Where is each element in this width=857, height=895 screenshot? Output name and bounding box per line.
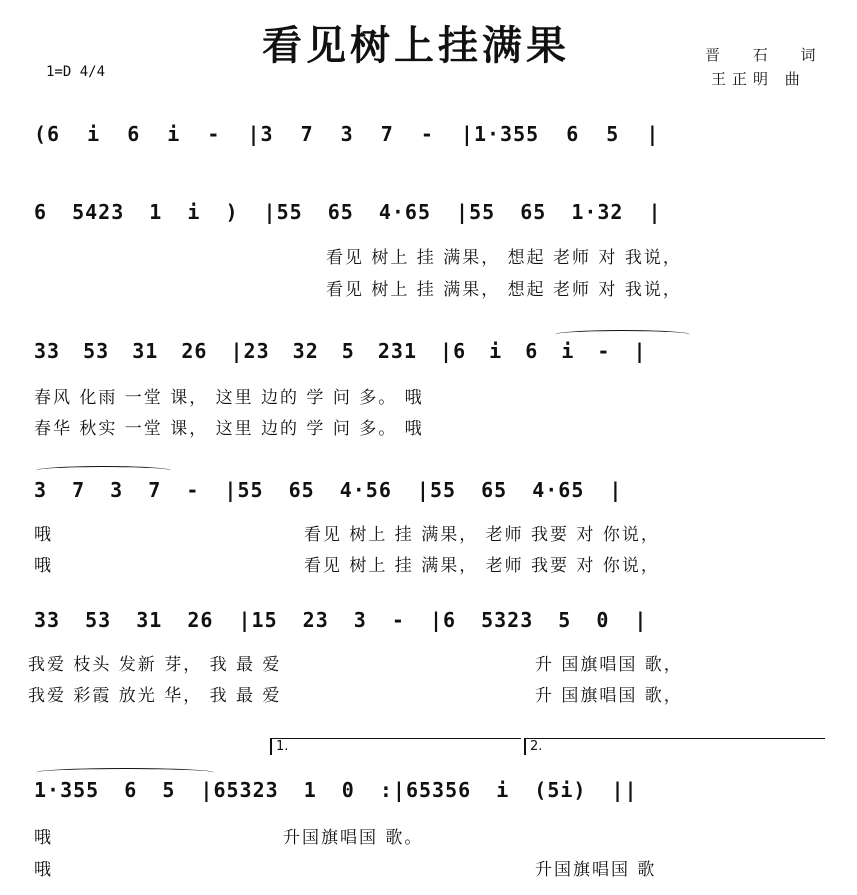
lyric-row-6-verse-1: 哦: [34, 828, 53, 848]
lyric-row-5-verse-2: 我爱 彩霞 放光 华， 我 最 爱: [28, 686, 282, 706]
lyric-row-2-verse-2: 看见 树上 挂 满果， 想起 老师 对 我说，: [326, 280, 682, 300]
song-title: 看见树上挂满果: [262, 22, 570, 69]
notation-row-2: 6 5423 1 i ) |55 65 4·65 |55 65 1·32 |: [34, 200, 662, 224]
notation-row-3: 33 53 31 26 |23 32 5 231 |6 i 6 i - |: [34, 339, 647, 363]
key-signature: 1=D 4/4: [46, 64, 106, 80]
lyric-row-5-verse-1: 我爱 枝头 发新 芽， 我 最 爱: [28, 655, 282, 675]
lyric-row-2-verse-1: 看见 树上 挂 满果， 想起 老师 对 我说，: [326, 248, 682, 268]
lyric-row-3-verse-2: 春华 秋实 一堂 课， 这里 边的 学 问 多。 哦: [34, 419, 424, 439]
lyric-row-6b-verse-2: 升国旗唱国 歌: [535, 860, 657, 880]
notation-row-1: (6 i 6 i - |3 7 3 7 - |1·355 6 5 |: [34, 122, 660, 146]
lyric-row-6b-verse-1: 升国旗唱国 歌。: [283, 828, 424, 848]
notation-row-6: 1·355 6 5 |65323 1 0 :|65356 i (5i) ||: [34, 778, 638, 802]
slur: [36, 466, 171, 475]
lyric-row-3-verse-1: 春风 化雨 一堂 课， 这里 边的 学 问 多。 哦: [34, 388, 424, 408]
lyricist-credit: 晋 石 词: [705, 46, 830, 64]
notation-row-5: 33 53 31 26 |15 23 3 - |6 5323 5 0 |: [34, 608, 648, 632]
lyric-row-5b-verse-1: 升 国旗唱国 歌，: [535, 655, 683, 675]
notation-row-4: 3 7 3 7 - |55 65 4·56 |55 65 4·65 |: [34, 478, 623, 502]
lyric-row-4-verse-1: 哦: [34, 525, 53, 545]
lyric-row-6-verse-2: 哦: [34, 860, 53, 880]
volta-2: 2.: [524, 738, 825, 755]
lyric-row-4b-verse-1: 看见 树上 挂 满果， 老师 我要 对 你说，: [304, 525, 660, 545]
slur: [36, 768, 214, 777]
lyric-row-5b-verse-2: 升 国旗唱国 歌，: [535, 686, 683, 706]
lyric-row-4b-verse-2: 看见 树上 挂 满果， 老师 我要 对 你说，: [304, 556, 660, 576]
composer-credit: 王正明 曲: [711, 70, 806, 88]
lyric-row-4-verse-2: 哦: [34, 556, 53, 576]
volta-1: 1.: [270, 738, 521, 755]
slur: [555, 330, 690, 339]
